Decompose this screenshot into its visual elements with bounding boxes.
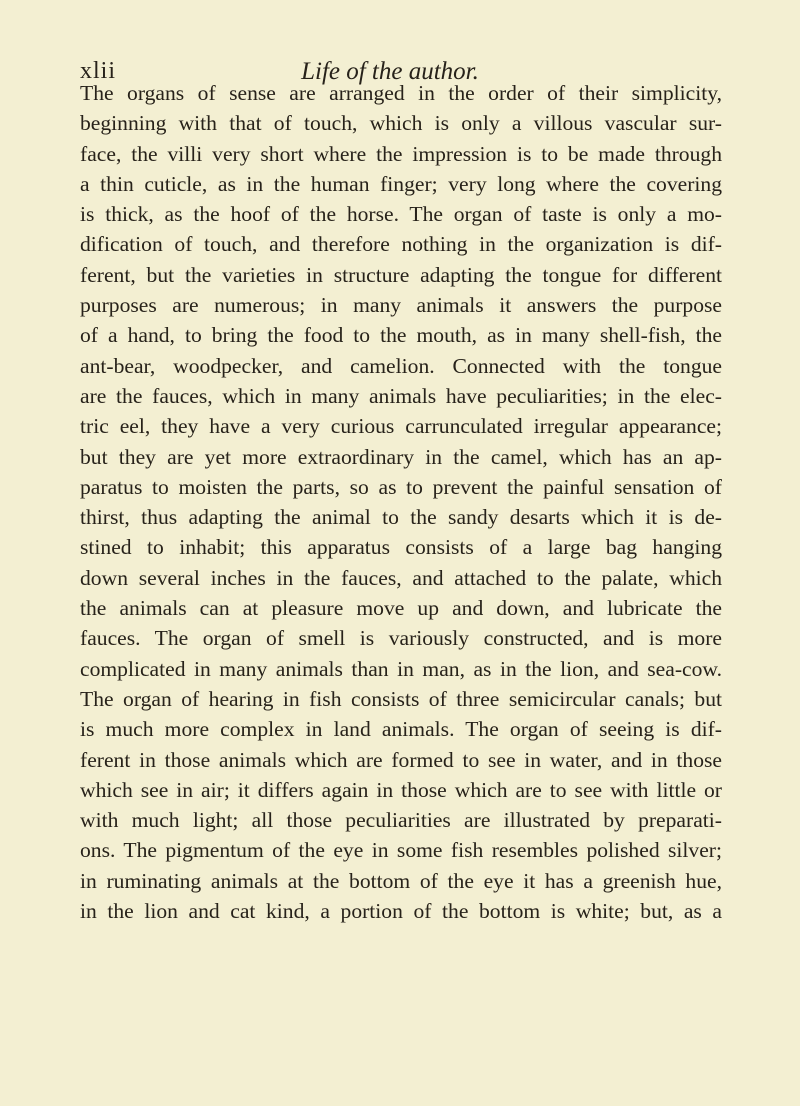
text-line: with much light; all those peculiarities are illustrated by preparati- [80,808,722,833]
text-line: the animals can at pleasure move up and down, and lubricate the [80,596,722,621]
text-line: dification of touch, and therefore nothing in the organization is dif- [80,232,722,257]
text-line: ons. The pigmentum of the eye in some fish resembles polished silver; [80,838,722,863]
page-number: xlii [80,58,117,84]
text-line: ant-bear, woodpecker, and camelion. Connected with the tongue [80,353,722,378]
text-line: beginning with that of touch, which is only a villous vascular sur- [80,111,722,136]
text-line: The organs of sense are arranged in the order of their simplicity, [80,81,722,105]
body-text [80,78,722,926]
text-line: face, the villi very short where the impression is to be made through [80,141,722,166]
text-line: down several inches in the fauces, and attached to the palate, which [80,565,722,590]
text-line: which see in air; it differs again in those which are to see with little or [80,777,722,802]
text-line: of a hand, to bring the food to the mouth, as in many shell-fish, the [80,323,722,348]
text-line: are the fauces, which in many animals have peculiarities; in the elec- [80,383,722,408]
text-line: ferent, but the varieties in structure adapting the tongue for different [80,262,722,287]
text-line: tric eel, they have a very curious carrunculated irregular appearance; [80,414,722,439]
text-line: purposes are numerous; in many animals it answers the purpose [80,293,722,318]
text-line: a thin cuticle, as in the human finger; very long where the covering [80,171,722,196]
text-line: The organ of hearing in fish consists of three semicircular canals; but [80,686,722,711]
text-line: is thick, as the hoof of the horse. The organ of taste is only a mo- [80,202,722,227]
text-line: is much more complex in land animals. The organ of seeing is dif- [80,717,722,742]
text-line: fauces. The organ of smell is variously constructed, and is more [80,626,722,651]
running-title: Life of the author. [301,58,479,85]
text-line: paratus to moisten the parts, so as to prevent the painful sensation of [80,474,722,499]
text-line: in ruminating animals at the bottom of the eye it has a greenish hue, [80,868,722,893]
text-line: thirst, thus adapting the animal to the sandy desarts which it is de- [80,505,722,530]
text-line: in the lion and cat kind, a portion of the bottom is white; but, as a [80,899,722,924]
text-line: stined to inhabit; this apparatus consists of a large bag hanging [80,535,722,560]
text-line: complicated in many animals than in man, as in the lion, and sea-cow. [80,656,722,681]
text-line: ferent in those animals which are formed to see in water, and in those [80,747,722,772]
text-line: but they are yet more extraordinary in the camel, which has an ap- [80,444,722,469]
